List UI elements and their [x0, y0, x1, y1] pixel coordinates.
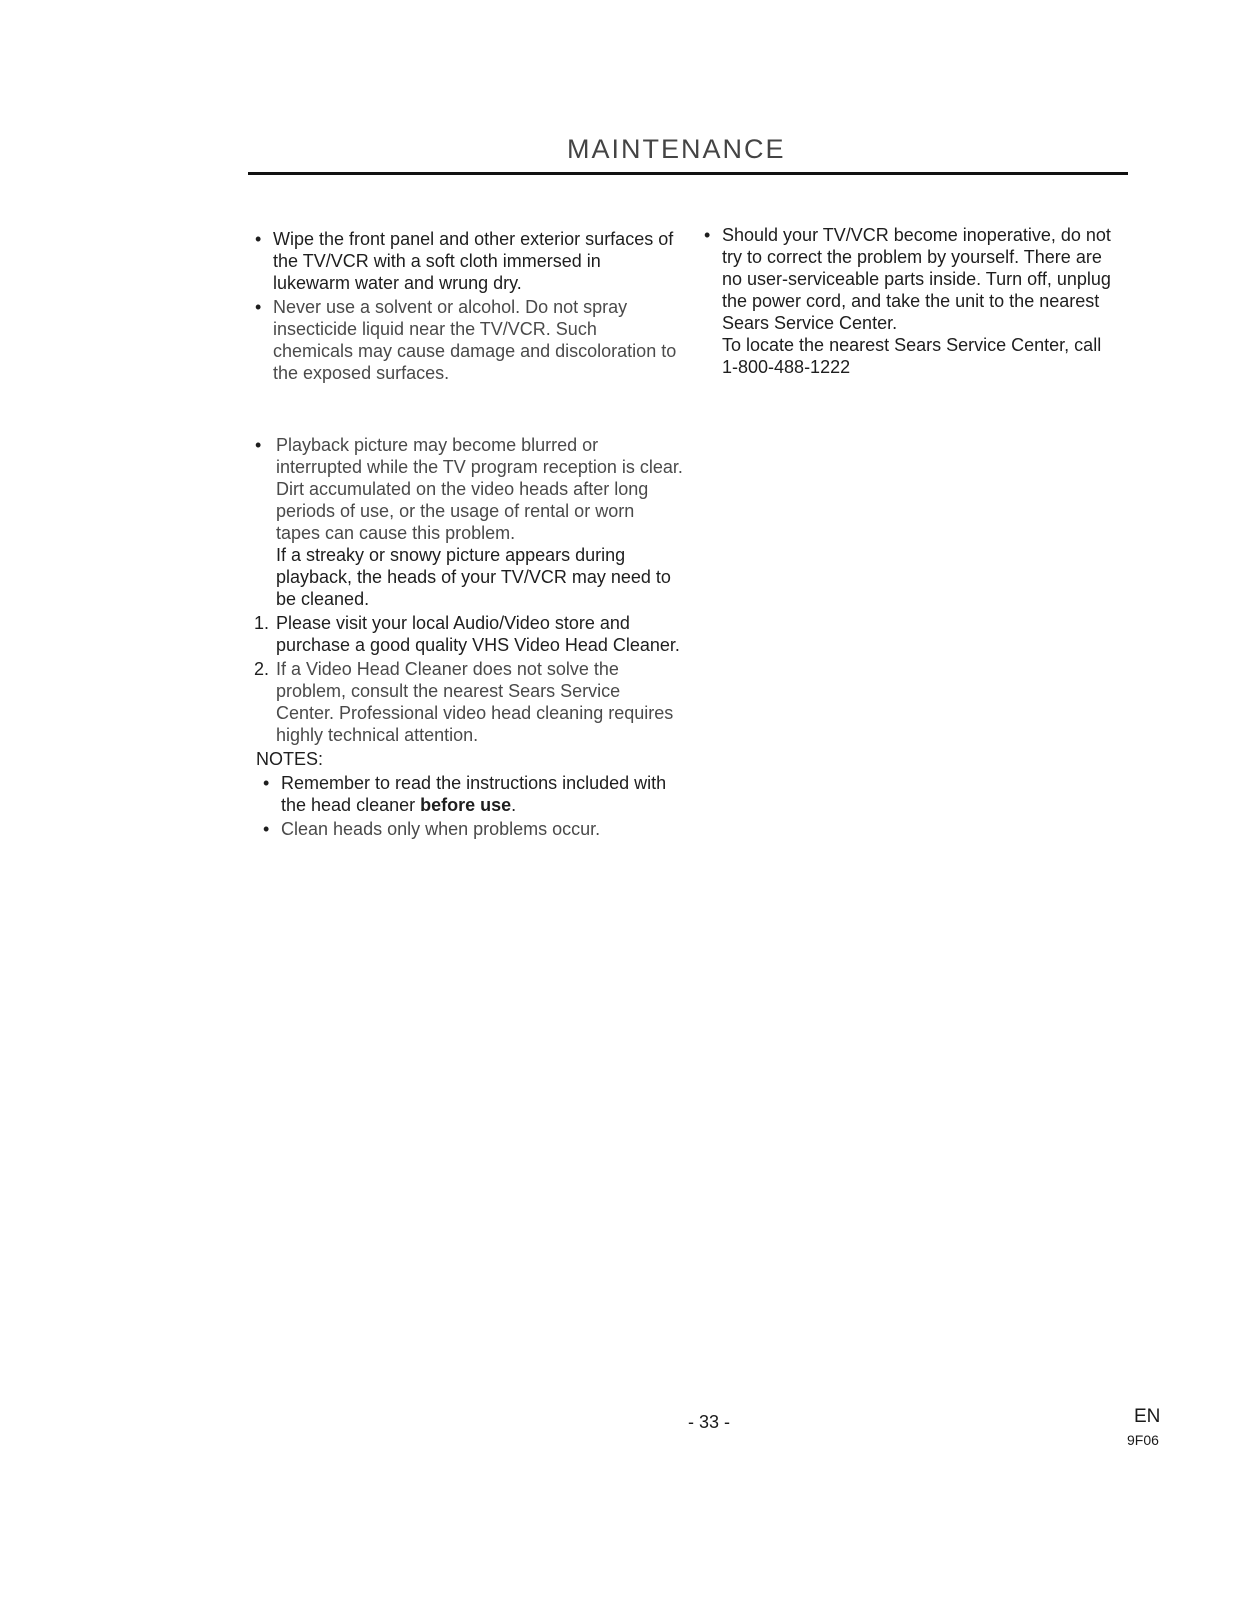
- step-text: Please visit your local Audio/Video store and purchase a good quality VHS Video Head Cleaner.: [276, 613, 680, 655]
- bullet-icon: •: [704, 225, 711, 245]
- list-item: [254, 658, 683, 746]
- cabinet-bullet-text: Never use a solvent or alcohol. Do not spray insecticide liquid near the TV/VCR. Such chemicals may cause damage and discoloration to the exposed surfaces.: [273, 297, 677, 383]
- list-item: [256, 818, 683, 840]
- page-title: MAINTENANCE: [567, 134, 786, 164]
- cabinet-bullet-list: [248, 228, 678, 384]
- list-item: [248, 434, 683, 610]
- head-cleaning-intro-2: If a streaky or snowy picture appears during playback, the heads of your TV/VCR may need to be cleaned.: [276, 545, 671, 609]
- title-rule: [248, 172, 1128, 175]
- head-cleaning-intro-list: [248, 434, 683, 610]
- list-item: [697, 224, 1122, 378]
- bullet-icon: •: [255, 297, 262, 317]
- list-item: [254, 612, 683, 656]
- step-text: If a Video Head Cleaner does not solve the problem, consult the nearest Sears Service Center. Professional video head cleaning requires highly technical attention.: [276, 659, 674, 745]
- language-code: EN: [1134, 1406, 1161, 1427]
- note-emphasis: before use: [420, 795, 512, 815]
- note-punctuation: .: [511, 795, 517, 815]
- notes-label: NOTES:: [256, 749, 324, 769]
- head-cleaning-intro: Playback picture may become blurred or interrupted while the TV program reception is clear. Dirt accumulated on the video heads after long periods of use, or the usage of rental or worn tapes can cause this problem.: [276, 435, 683, 543]
- step-number: 2.: [254, 659, 270, 679]
- notes-list: [248, 772, 683, 840]
- list-item: [256, 772, 683, 816]
- list-item: [248, 296, 678, 384]
- list-item: [248, 228, 678, 294]
- bullet-icon: •: [263, 773, 270, 793]
- service-list: [697, 224, 1122, 378]
- head-cleaning-steps: [248, 612, 683, 746]
- service-text: Should your TV/VCR become inoperative, do not try to correct the problem by yourself. There are no user-serviceable parts inside. Turn off, unplug the power cord, and take the unit to the nearest Sears Service Center.: [722, 225, 1111, 333]
- step-number: 1.: [254, 613, 270, 633]
- cabinet-cleaning-section: [248, 228, 678, 386]
- bullet-icon: •: [255, 435, 262, 455]
- note-text: Remember to read the instructions included with the head cleaner: [281, 773, 667, 815]
- head-cleaning-section: [248, 434, 683, 842]
- document-code: 9F06: [1127, 1432, 1159, 1448]
- bullet-icon: •: [263, 819, 270, 839]
- service-contact-text: To locate the nearest Sears Service Center, call 1-800-488-1222: [722, 335, 1102, 377]
- page-number: - 33 -: [688, 1412, 731, 1432]
- cabinet-bullet-text: Wipe the front panel and other exterior surfaces of the TV/VCR with a soft cloth immersed in lukewarm water and wrung dry.: [273, 229, 674, 293]
- service-section: [697, 224, 1122, 380]
- note-text: Clean heads only when problems occur.: [281, 819, 601, 839]
- bullet-icon: •: [255, 229, 262, 249]
